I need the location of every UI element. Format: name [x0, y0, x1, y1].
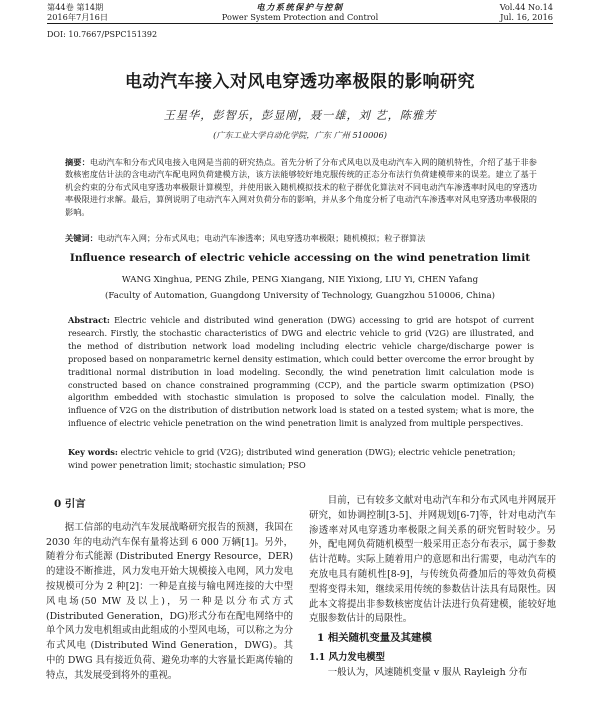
- abstract-cn-text: 电动汽车和分布式风电接入电网是当前的研究热点。首先分析了分布式风电以及电动汽车入网的随机特性，介绍了基于非参数核密度估计法的含电动汽车配电网负荷建模方法，该方法能够较好地克服传统的正态分布法行负荷建模带来的误差。建立了基于机会约束的分布式风电穿透功率极限计算模型，并使用嵌入随机模拟技术的粒子群优化算法对不同电动汽车渗透率时风电的穿透功率极限进行求解。最后，算例说明了电动汽车入网对负荷分布的影响，并从多个角度分析了电动汽车渗透率对风电穿透功率极限的影响。: [65, 157, 537, 217]
- header-divider: [47, 23, 553, 24]
- header-date-cn: 2016年7月16日: [47, 12, 109, 22]
- body-column-right: [309, 494, 556, 681]
- section-0-paragraph-1: 据工信部的电动汽车发展战略研究报告的预测，我国在 2030 年的电动汽车保有量将达到 6 000 万辆[1]。另外，随着分布式能源 (Distributed Energy Resource，DER)的建设不断推进，风力发电开始大规模接入电网，风力发电按规模可分为 2 种[2]：一种是直接与输电网连接的大中型风电场(50 MW 及以上)，另一种是以分布式方式(Distributed Generation，DG)形式分布在配电网络中的单个风力发电机组或由此组成的小型风电场，可以称之为分布式风电 (Distributed Wind Generation，DWG)。其中的 DWG 具有接近负荷、避免功率的大容量长距离传输的特点，其发展受到将外的重视。: [46, 521, 293, 681]
- body-column-left: [46, 494, 293, 684]
- section-0-paragraph-2: 目前，已有较多文献对电动汽车和分布式风电并网展开研究，如协调控制[3-5]、并网规划[6-7]等，针对电动汽车渗透率对风电穿透功率极限之间关系的研究暂时较少。另外，配电网负荷随机模型一般采用正态分布表示，属于参数估计范畴。实际上随着用户的意愿和出行需要，电动汽车的充放电具有随机性[8-9]，与传统负荷叠加后的等效负荷模型将变得未知，继续采用传统的参数估计法具有局限性。因此本文将提出非参数核密度估计法进行负荷建模，能较好地克服参数估计的局限性。: [309, 495, 556, 625]
- authors-cn: 王星华，彭智乐，彭显刚，聂一雄，刘 艺，陈雅芳: [163, 109, 437, 122]
- keywords-cn: [65, 232, 537, 244]
- keywords-cn-label: 关键词：: [65, 233, 98, 243]
- abstract-cn-label: 摘要：: [65, 157, 90, 167]
- section-1-heading: 1 相关随机变量及其建模: [317, 632, 432, 645]
- affiliation-en: (Faculty of Automation, Guangdong University of Technology, Guangzhou 510006, China): [105, 291, 495, 301]
- header-journal: [47, 2, 553, 22]
- header-volume-cn: 第44卷 第14期: [47, 2, 104, 12]
- keywords-cn-text: 电动汽车入网；分布式风电；电动汽车渗透率；风电穿透功率极限；随机模拟；粒子群算法: [97, 233, 426, 243]
- running-header: [47, 2, 553, 24]
- doi: DOI: 10.7667/PSPC151392: [47, 30, 158, 39]
- header-date-en: Jul. 16, 2016: [500, 12, 553, 22]
- abstract-en: [68, 314, 534, 430]
- journal-title-en: Power System Protection and Control: [221, 12, 379, 22]
- keywords-en-text: electric vehicle to grid (V2G); distributed wind generation (DWG); electric vehicle penetration; wind power penetration limit; stochastic simulation; PSO: [68, 447, 516, 470]
- authors-en: WANG Xinghua, PENG Zhile, PENG Xiangang, NIE Yixiong, LIU Yi, CHEN Yafang: [121, 275, 479, 285]
- paper-title-en: Influence research of electric vehicle accessing on the wind penetration limit: [69, 252, 531, 264]
- keywords-en-label: Key words:: [68, 447, 118, 457]
- header-issue-info-en: [500, 2, 553, 22]
- paper-title-cn: 电动汽车接入对风电穿透功率极限的影响研究: [125, 72, 475, 92]
- header-volume-en: Vol.44 No.14: [499, 2, 553, 12]
- section-0-heading: 0 引言: [54, 498, 86, 510]
- journal-title-cn: 电力系统保护与控制: [256, 2, 344, 12]
- affiliation-cn: (广东工业大学自动化学院，广东 广州 510006): [213, 130, 387, 140]
- abstract-cn: [65, 156, 537, 218]
- keywords-en: [68, 446, 534, 471]
- subsection-1-1-heading: 1.1 风力发电模型: [309, 651, 385, 663]
- abstract-en-label: Abstract:: [68, 315, 110, 325]
- subsection-1-1-paragraph: 一般认为，风速随机变量 v 服从 Rayleigh 分布: [327, 666, 528, 678]
- abstract-en-text: Electric vehicle and distributed wind generation (DWG) accessing to grid are hotspot of current research. Firstly, the stochastic characteristics of DWG and electric vehicle to grid (V2G) are illustrated, and the method of distribution network load modeling including electric vehicle charge/discharge power is proposed based on nonparametric kernel density estimation, which could better overcome the error brought by traditional normal distribution in load modeling. Secondly, the wind penetration limit calculation mode is constructed based on chance constrained programming (CCP), and the particle swarm optimization (PSO) algorithm embedded with stochastic simulation is proposed to solve the calculation model. Finally, the influence of V2G on the distribution of distribution network load is stated on a tested system; what is more, the influence of electric vehicle penetration on the wind penetration limit is analyzed from multiple perspectives.: [68, 315, 534, 429]
